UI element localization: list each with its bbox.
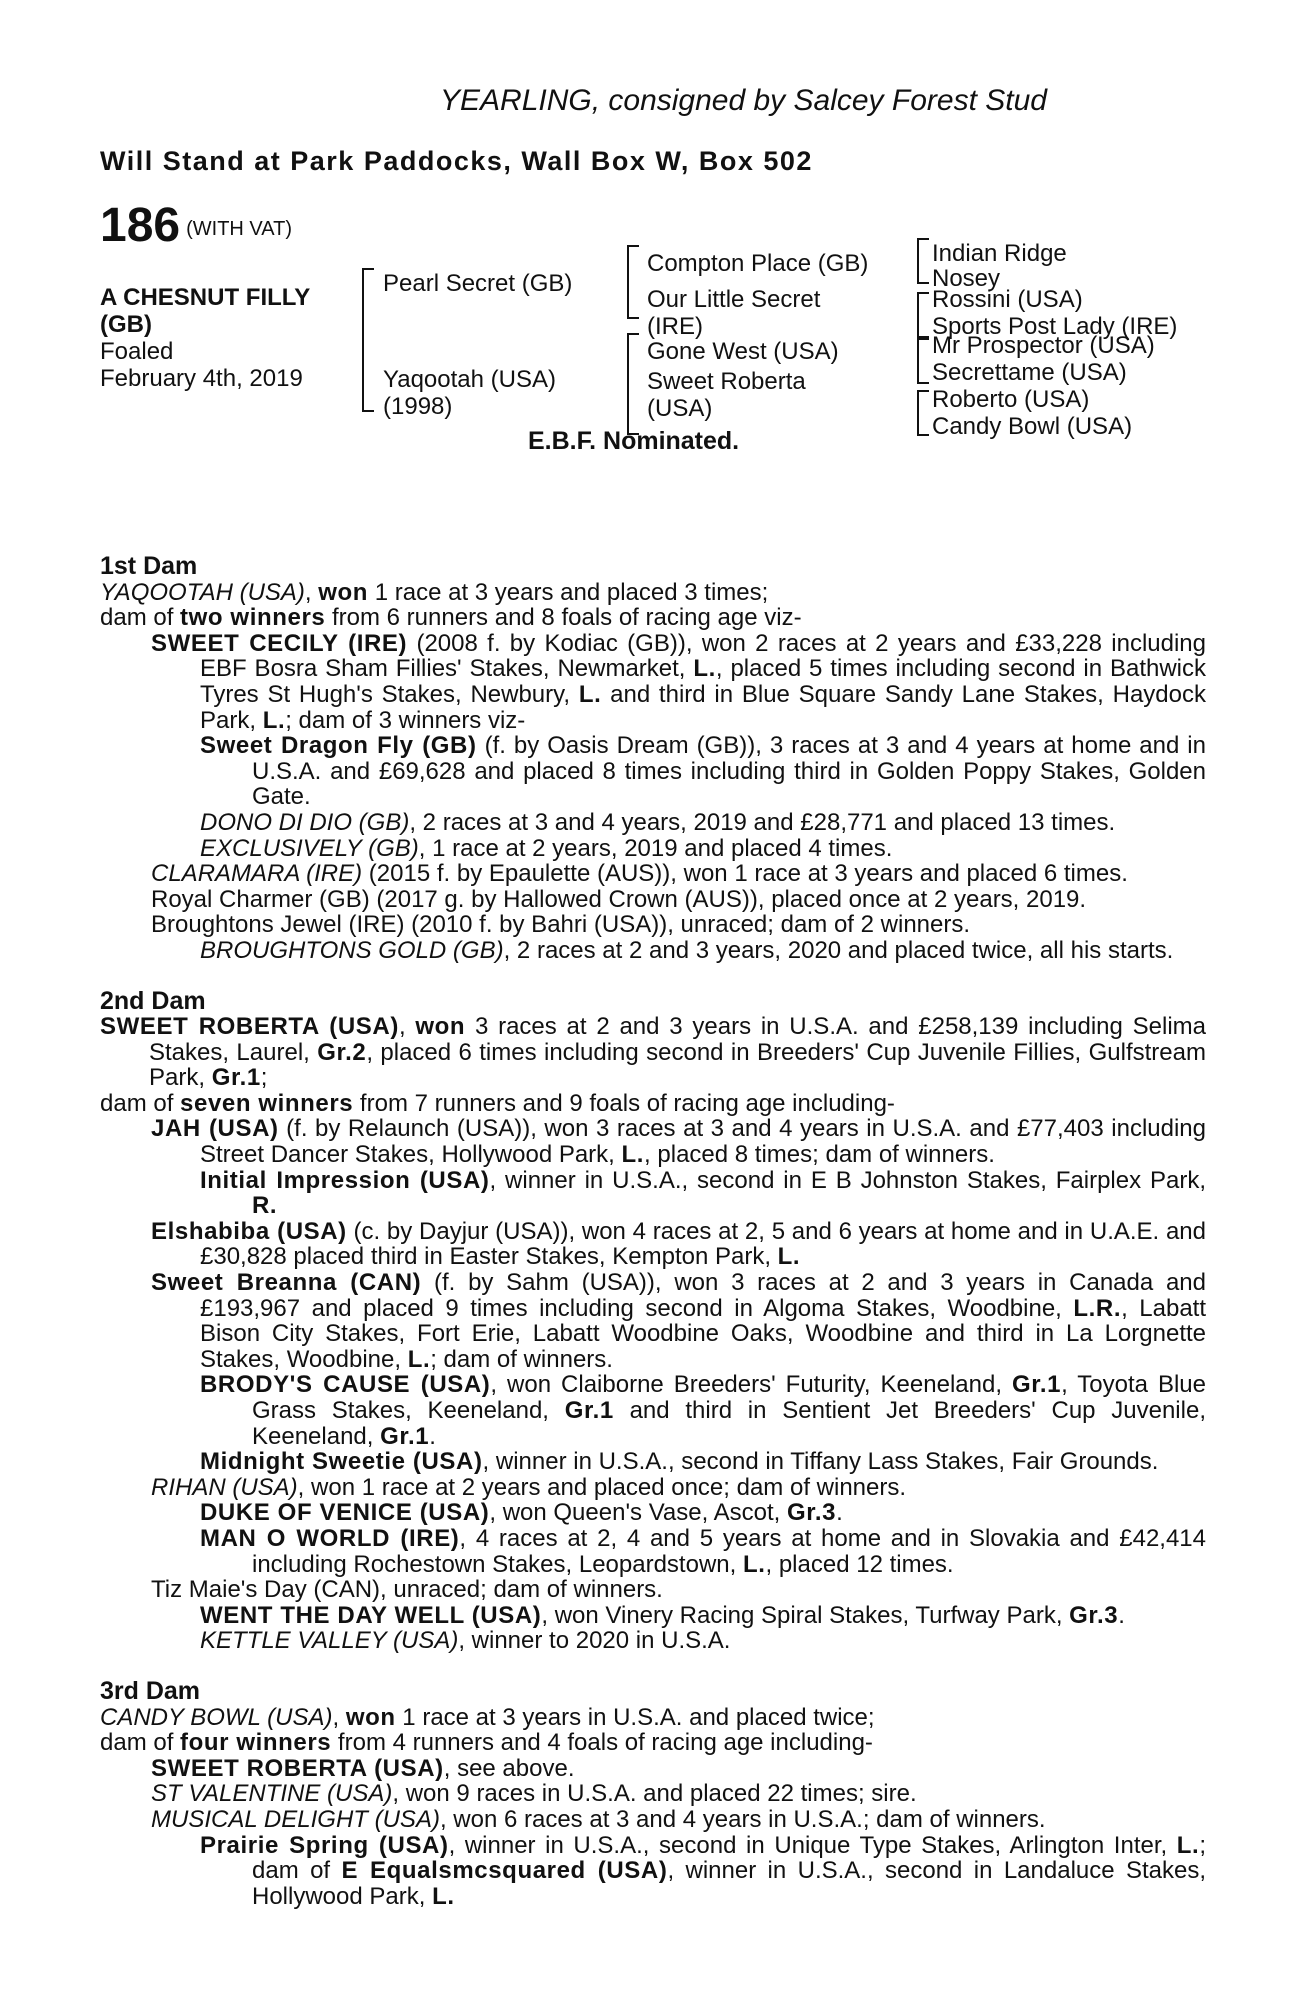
foaled-date: February 4th, 2019 — [100, 365, 303, 392]
dam-line-brace — [627, 333, 639, 435]
produce-entry: ST VALENTINE (USA), won 9 races in U.S.A. and placed 22 times; sire. — [151, 1780, 917, 1808]
dam-dam-1: Sweet Roberta — [647, 368, 806, 395]
produce-entry: BROUGHTONS GOLD (GB), 2 races at 2 and 3 years, 2020 and placed twice, all his starts. — [200, 936, 1174, 964]
stand-location: Will Stand at Park Paddocks, Wall Box W, Box 502 — [100, 146, 813, 176]
third-dam-heading: 3rd Dam — [100, 1676, 201, 1705]
lot-description-2: (GB) — [100, 311, 152, 338]
produce-entry: DUKE OF VENICE (USA), won Queen's Vase, Ascot, Gr.3. — [200, 1499, 843, 1527]
gen3-sdd: Sports Post Lady (IRE) — [932, 313, 1178, 340]
produce-entry: Royal Charmer (GB) (2017 g. by Hallowed Crown (AUS)), placed once at 2 years, 2019. — [151, 885, 1087, 913]
dam-dam-2: (USA) — [647, 395, 713, 422]
second-dam-line: SWEET ROBERTA (USA), won 3 races at 2 and 3 years in U.S.A. and £258,139 including Selima Stakes, Laurel, Gr.2, placed 6 times including second in Breeders' Cup Juvenile Fillies, Gulfstream Park, Gr.1; — [100, 1013, 1206, 1092]
produce-entry: Initial Impression (USA), winner in U.S.A., second in E B Johnston Stakes, Fairplex Park, R. — [200, 1166, 1206, 1220]
vat-label: (WITH VAT) — [186, 218, 292, 240]
dam-name: Yaqootah (USA) — [383, 366, 556, 393]
pedigree-block — [100, 200, 1206, 540]
produce-entry: KETTLE VALLEY (USA), winner to 2020 in U.S.A. — [200, 1627, 731, 1655]
first-dam-produce-summary: dam of two winners from 6 runners and 8 foals of racing age viz- — [100, 604, 802, 632]
dam-year: (1998) — [383, 393, 453, 420]
sire-sire: Compton Place (GB) — [647, 250, 869, 277]
produce-entry: Tiz Maie's Day (CAN), unraced; dam of winners. — [151, 1576, 663, 1604]
foaled-label: Foaled — [100, 338, 174, 365]
gen3-sds: Rossini (USA) — [932, 286, 1083, 313]
produce-entry: Sweet Dragon Fly (GB) (f. by Oasis Dream (GB)), 3 races at 3 and 4 years at home and in U.S.A. and £69,628 and placed 8 times including third in Golden Poppy Stakes, Golden Gate. — [200, 732, 1206, 811]
produce-entry: EXCLUSIVELY (GB), 1 race at 2 years, 2019 and placed 4 times. — [200, 834, 893, 862]
gen3-dsd: Secrettame (USA) — [932, 359, 1127, 386]
produce-entry: SWEET CECILY (IRE) (2008 f. by Kodiac (GB)), won 2 races at 2 years and £33,228 including EBF Bosra Sham Fillies' Stakes, Newmarket, L., placed 5 times including second in Bathwick Tyres St Hugh's Stakes, Newbury, L. and third in Blue Square Sandy Lane Stakes, Haydock Park, L.; dam of 3 winners viz- — [151, 629, 1207, 734]
catalogue-body — [100, 554, 1206, 1909]
produce-entry: Elshabiba (USA) (c. by Dayjur (USA)), won 4 races at 2, 5 and 6 years at home and in U.A.E. and £30,828 placed third in Easter Stakes, Kempton Park, L. — [151, 1217, 1206, 1271]
produce-entry: JAH (USA) (f. by Relaunch (USA)), won 3 races at 3 and 4 years in U.S.A. and £77,403 including Street Dancer Stakes, Hollywood Park, L., placed 8 times; dam of winners. — [151, 1115, 1206, 1169]
gen3-brace-3 — [917, 338, 929, 384]
lot-number: 186 — [100, 199, 181, 252]
first-dam-heading: 1st Dam — [100, 552, 198, 580]
produce-entry: Sweet Breanna (CAN) (f. by Sahm (USA)), won 3 races at 2 and 3 years in Canada and £193,967 and placed 9 times including second in Algoma Stakes, Woodbine, L.R., Labatt Bison City Stakes, Fort Erie, Labatt Woodbine Oaks, Woodbine and third in La Lorgnette Stakes, Woodbine, L.; dam of winners. — [151, 1269, 1206, 1373]
gen3-brace-1 — [917, 238, 929, 284]
produce-entry: Broughtons Jewel (IRE) (2010 f. by Bahri (USA)), unraced; dam of 2 winners. — [151, 911, 971, 939]
gen3-brace-4 — [917, 390, 929, 436]
lot-header — [100, 199, 292, 252]
sire-dam-1: Our Little Secret — [647, 286, 821, 313]
sire-dam-2: (IRE) — [647, 313, 703, 340]
first-dam-line: YAQOOTAH (USA), won 1 race at 3 years and placed 3 times; — [100, 578, 769, 606]
lot-description-1: A CHESNUT FILLY — [100, 284, 311, 311]
gen3-sss: Indian Ridge — [932, 240, 1067, 267]
produce-entry: Prairie Spring (USA), winner in U.S.A., second in Unique Type Stakes, Arlington Inter, L.; dam of E Equalsmcsquared (USA), winner in U.S.A., second in Landaluce Stakes, Hollywood Park, L. — [200, 1831, 1207, 1910]
produce-entry: SWEET ROBERTA (USA), see above. — [151, 1754, 575, 1782]
third-dam-line: CANDY BOWL (USA), won 1 race at 3 years in U.S.A. and placed twice; — [100, 1703, 875, 1731]
produce-entry: RIHAN (USA), won 1 race at 2 years and placed once; dam of winners. — [151, 1473, 907, 1501]
gen3-ssd: Nosey — [932, 265, 1001, 292]
second-dam-heading: 2nd Dam — [100, 986, 206, 1015]
sire-dam-brace — [362, 268, 374, 412]
gen3-dds: Roberto (USA) — [932, 386, 1090, 413]
second-dam-produce-summary: dam of seven winners from 7 runners and 9 foals of racing age including- — [100, 1089, 895, 1117]
produce-entry: WENT THE DAY WELL (USA), won Vinery Racing Spiral Stakes, Turfway Park, Gr.3. — [200, 1601, 1125, 1629]
dam-sire: Gone West (USA) — [647, 338, 839, 365]
produce-entry: DONO DI DIO (GB), 2 races at 3 and 4 years, 2019 and £28,771 and placed 13 times. — [200, 808, 1116, 836]
gen3-ddd: Candy Bowl (USA) — [932, 413, 1133, 440]
consignment-line: YEARLING, consigned by Salcey Forest Stud — [440, 84, 1047, 117]
produce-entry: CLARAMARA (IRE) (2015 f. by Epaulette (AUS)), won 1 race at 3 years and placed 6 times. — [151, 860, 1128, 888]
produce-entry: MAN O WORLD (IRE), 4 races at 2, 4 and 5 years at home and in Slovakia and £42,414 including Rochestown Stakes, Leopardstown, L., placed 12 times. — [200, 1524, 1207, 1578]
gen3-brace-2 — [917, 292, 929, 338]
ebf-nominated: E.B.F. Nominated. — [528, 427, 740, 455]
produce-entry: Midnight Sweetie (USA), winner in U.S.A., second in Tiffany Lass Stakes, Fair Grounds. — [200, 1448, 1159, 1476]
produce-entry: BRODY'S CAUSE (USA), won Claiborne Breeders' Futurity, Keeneland, Gr.1, Toyota Blue Grass Stakes, Keeneland, Gr.1 and third in Sentient Jet Breeders' Cup Juvenile, Keeneland, Gr.1. — [200, 1371, 1206, 1450]
sire-line-brace — [627, 245, 639, 319]
sire-name: Pearl Secret (GB) — [383, 270, 573, 297]
gen3-dss: Mr Prospector (USA) — [932, 332, 1155, 359]
produce-entry: MUSICAL DELIGHT (USA), won 6 races at 3 and 4 years in U.S.A.; dam of winners. — [151, 1805, 1046, 1833]
third-dam-produce-summary: dam of four winners from 4 runners and 4 foals of racing age including- — [100, 1729, 873, 1757]
